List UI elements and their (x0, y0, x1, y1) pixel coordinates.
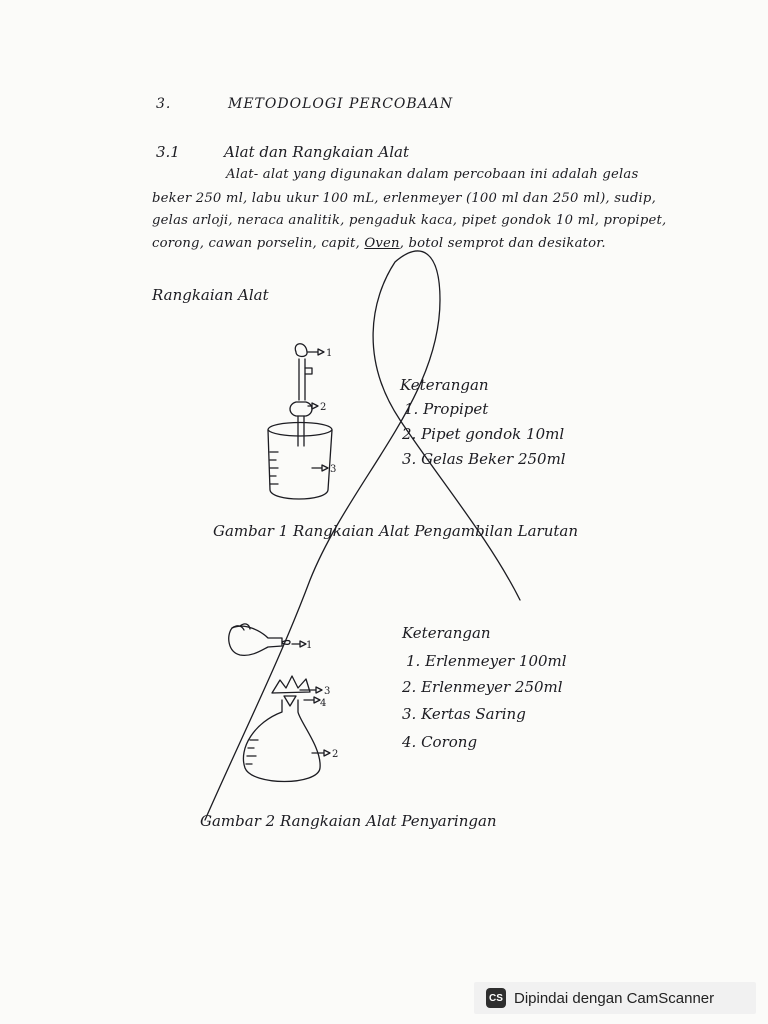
fig2-item-2: 2. Erlenmeyer 250ml (402, 678, 563, 696)
fig2-item-1: 1. Erlenmeyer 100ml (406, 652, 567, 670)
section-title: METODOLOGI PERCOBAAN (228, 96, 454, 112)
camscanner-logo-icon: CS (486, 988, 506, 1008)
fig2-label-1: 1 (306, 640, 313, 651)
fig1-item-3: 3. Gelas Beker 250ml (402, 450, 566, 468)
subsection-title: Alat dan Rangkaian Alat (224, 143, 409, 161)
fig2-label-3: 3 (324, 686, 331, 697)
paragraph-line-4-end: , botol semprot dan desikator. (399, 236, 606, 251)
figure-1-caption: Gambar 1 Rangkaian Alat Pengambilan Larutan (213, 522, 579, 540)
section-number: 3. (156, 96, 172, 112)
camscanner-watermark (474, 982, 756, 1014)
figure-2-drawing (229, 624, 330, 782)
small-flask (229, 626, 282, 655)
rangkaian-label: Rangkaian Alat (152, 286, 269, 304)
figure-1-drawing (268, 344, 332, 499)
camscanner-text: Dipindai dengan CamScanner (514, 989, 715, 1007)
paragraph-line-4-start: corong, cawan porselin, capit, (152, 236, 360, 251)
fig1-keterangan-title: Keterangan (400, 376, 489, 394)
erlenmeyer-flask (243, 700, 320, 782)
fig2-label-4: 4 (320, 698, 327, 709)
pipette-bulb (290, 402, 312, 416)
subsection-number: 3.1 (156, 143, 180, 161)
underlined-word: Oven (364, 236, 400, 251)
figure-2-caption: Gambar 2 Rangkaian Alat Penyaringan (200, 812, 497, 830)
paragraph-line-3: gelas arloji, neraca analitik, pengaduk kaca, pipet gondok 10 ml, propipet, (152, 213, 667, 228)
fig2-keterangan-title: Keterangan (402, 624, 491, 642)
fig1-item-2: 2. Pipet gondok 10ml (402, 425, 565, 443)
fig1-item-1: 1. Propipet (404, 400, 489, 418)
fig2-item-3: 3. Kertas Saring (402, 705, 526, 723)
paragraph-line-2: beker 250 ml, labu ukur 100 mL, erlenmeyer (100 ml dan 250 ml), sudip, (152, 191, 656, 206)
fig2-label-2: 2 (332, 749, 339, 760)
paragraph-line-1: Alat- alat yang digunakan dalam percobaan ini adalah gelas (226, 167, 639, 182)
fig2-item-4: 4. Corong (402, 733, 478, 751)
fig1-label-3: 3 (330, 464, 337, 475)
propipet-bulb (295, 344, 307, 357)
fig1-label-2: 2 (320, 402, 327, 413)
fig1-label-1: 1 (326, 348, 333, 359)
